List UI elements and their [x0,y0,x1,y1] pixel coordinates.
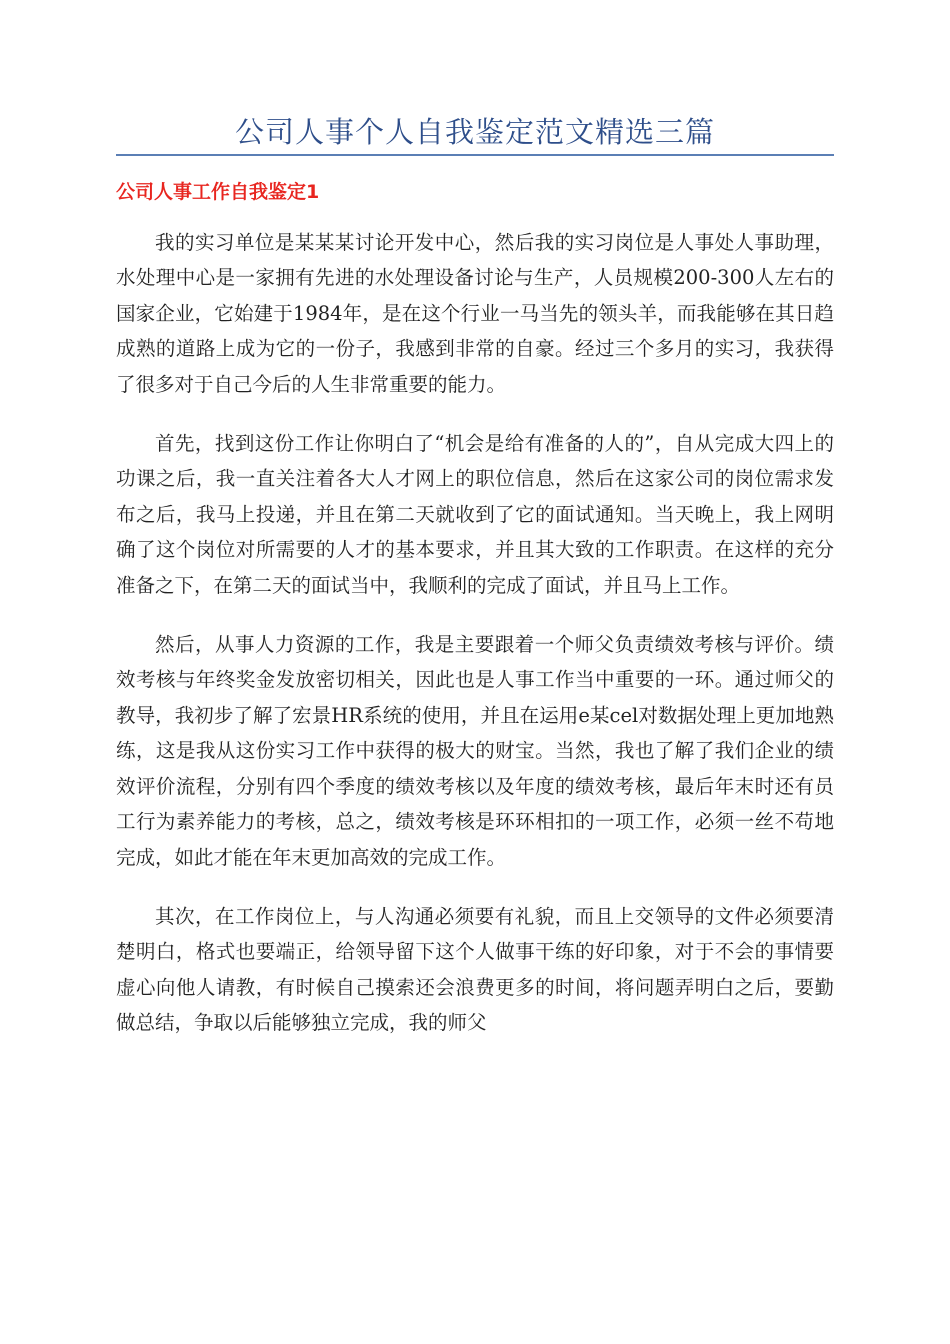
title-divider [116,154,834,156]
paragraph-1: 我的实习单位是某某某讨论开发中心，然后我的实习岗位是人事处人事助理，水处理中心是一家拥有先进的水处理设备讨论与生产，人员规模200-300人左右的国家企业，它始建于1984年，是在这个行业一马当先的领头羊，而我能够在其日趋成熟的道路上成为它的一份子，我感到非常的自豪。经过三个多月的实习，我获得了很多对于自己今后的人生非常重要的能力。 [116,231,834,396]
paragraph-3: 然后，从事人力资源的工作，我是主要跟着一个师父负责绩效考核与评价。绩效考核与年终奖金发放密切相关，因此也是人事工作当中重要的一环。通过师父的教导，我初步了解了宏景HR系统的使用，并且在运用e某cel对数据处理上更加地熟练，这是我从这份实习工作中获得的极大的财宝。当然，我也了解了我们企业的绩效评价流程，分别有四个季度的绩效考核以及年度的绩效考核，最后年末时还有员工行为素养能力的考核，总之，绩效考核是环环相扣的一项工作，必须一丝不苟地完成，如此才能在年末更加高效的完成工作。 [116,633,834,869]
document-body [116,225,834,1065]
document-title: 公司人事个人自我鉴定范文精选三篇 [234,115,715,149]
paragraph-4: 其次，在工作岗位上，与人沟通必须要有礼貌，而且上交领导的文件必须要清楚明白，格式也要端正，给领导留下这个人做事干练的好印象，对于不会的事情要虚心向他人请教，有时候自己摸索还会浪费更多的时间，将问题弄明白之后，要勤做总结，争取以后能够独立完成，我的师父 [116,904,834,1035]
section-heading: 公司人事工作自我鉴定1 [116,181,320,203]
paragraph-2: 首先，找到这份工作让你明白了“机会是给有准备的人的”，自从完成大四上的功课之后，我一直关注着各大人才网上的职位信息，然后在这家公司的岗位需求发布之后，我马上投递，并且在第二天就收到了它的面试通知。当天晚上，我上网明确了这个岗位对所需要的人才的基本要求，并且其大致的工作职责。在这样的充分准备之下，在第二天的面试当中，我顺利的完成了面试，并且马上工作。 [116,432,834,597]
